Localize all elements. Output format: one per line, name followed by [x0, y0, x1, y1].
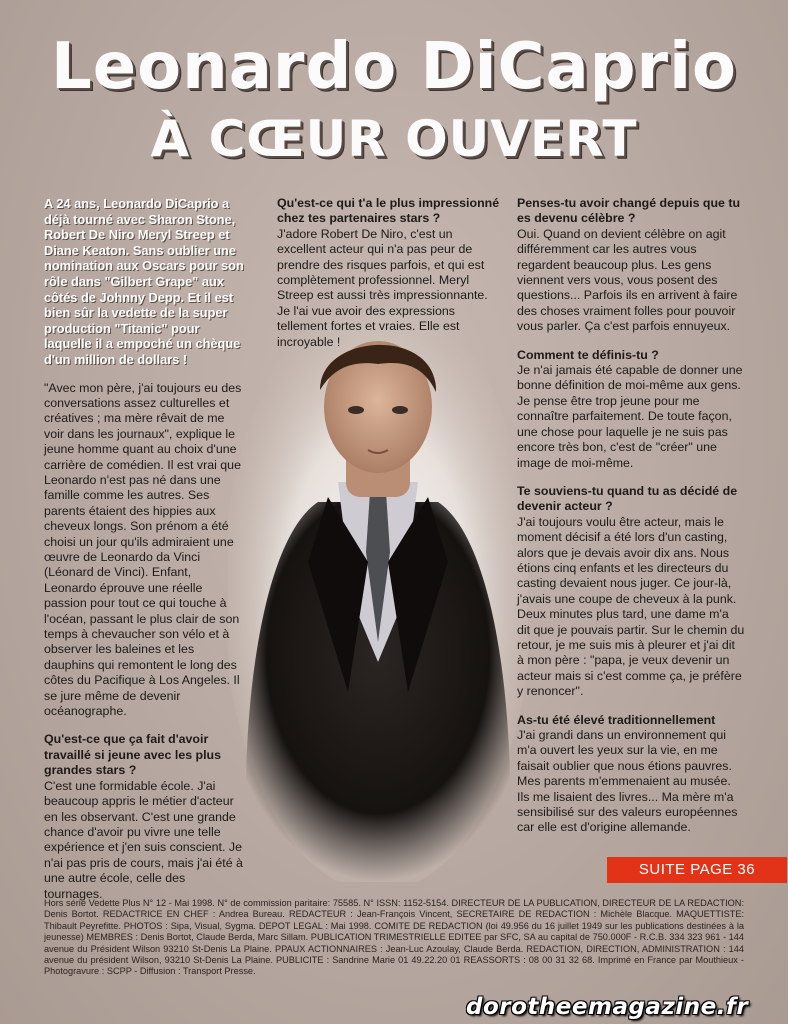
credits-text: Hors série Vedette Plus N° 12 - Mai 1998. N° de commission paritaire: 75585. N° ISSN: 1152-5154. DIRECTEUR DE LA PUBLICATION, DIRECTEUR DE LA REDACTION: Denis Bortot. REDACTRICE EN CHEF : Andrea Bureau. REDACTEUR : Jean-François Vincent, SECRETAIRE DE REDACTION : Michèle Blacque. MAQUETTISTE: Thibault Peyrefitte. PHOTOS : Sipa, Visual, Sygma. DEPOT LEGAL : Mai 1998. COMITE DE REDACTION (loi 49.956 du 16 juillet 1949 sur les publications destinées à la jeunesse) MEMBRES : Denis Bortot, Claude Berda, Marc Sillam. PUBLICATION TRIMESTRIELLE EDITEE par SFC, SA au capital de 750.000F - R.C.B. 334 323 961 - 144 avenue du Président Wilson 93210 St-Denis La Plaine. PPAUX ACTIONNAIRES : Jean-Luc Azoulay, Claude Berda. REDACTION, DIRECTION, ADMINISTRATION : 144 avenue du président Wilson, 93210 St-Denis La Plaine. PUBLICITE : Sandrine Marie 01 49.22.20 01 REASSORTS : 08 00 31 32 68. Imprimé en France par Mouthieux - Photogravure : SCPP - Diffusion : Transport Presse.	[44, 898, 744, 977]
question-heading: As-tu été élevé traditionnellement	[517, 712, 716, 727]
page-subtitle: À CŒUR OUVERT	[150, 110, 638, 168]
answer-paragraph: Oui. Quand on devient célèbre on agit différemment car les autres vous regardent beaucoup plus. Les gens viennent vers vous, vous posent des questions... Parfois ils en arrivent à faire des choses vraiment folles pour pouvoir vous parler. Ça c'est parfois ennuyeux.	[517, 226, 738, 334]
continued-banner: SUITE PAGE 36	[607, 857, 787, 883]
middle-column	[277, 196, 502, 363]
intro-text: A 24 ans, Leonardo DiCaprio a déjà tourné avec Sharon Stone, Robert De Niro Meryl Streep et Diane Keaton. Sans oublier une nomination aux Oscars pour son rôle dans "Gilbert Grape" aux côtés de Johnny Depp. Et il est bien sûr la vedette de la super production "Titanic" pour laquelle il a empoché un chèque d'un million de dollars !	[44, 196, 244, 367]
answer-paragraph: J'ai grandi dans un environnement qui m'a ouvert les yeux sur la vie, en me faisait oublier que nous étions pauvres. Mes parents m'emmenaient au musée. Ils me lisaient des livres... Ma mère m'a sensibilisé sur des valeurs européennes car elle est d'origine allemande.	[517, 728, 738, 835]
answer-paragraph: C'est une formidable école. J'ai beaucoup appris le métier d'acteur en les observant. C'est une grande chance d'avoir pu vivre une telle expérience et j'en suis conscient. Je n'ai pas pris de cours, mais j'ai été à une autre école, celle des tournages.	[44, 778, 243, 901]
left-column	[44, 196, 244, 915]
right-column	[517, 196, 745, 849]
portrait-photo	[228, 312, 528, 882]
answer-paragraph: Je n'ai jamais été capable de donner une bonne définition de moi-même aux gens. Je pense être trop jeune pour me connaître parfaitement. De toute façon, une chose pour laquelle je ne suis pas encore très bon, c'est de "créer" une image de moi-même.	[517, 363, 743, 470]
article-paragraph: "Avec mon père, j'ai toujours eu des conversations assez culturelles et créatives ; ma mère rêvait de me voir dans les journaux", explique le jeune homme quant au choix d'une carrière de comédien. Il est vrai que Leonardo n'est pas né dans une famille comme les autres. Ses parents étaient des hippies aux cheveux longs. Son prénom a été choisi un jour qu'ils admiraient une œuvre de Leonardo da Vinci (Léonard de Vinci). Enfant, Leonardo éprouve une réelle passion pour tout ce qui touche à l'océan, passant le plus clair de son temps à chevaucher son vélo et à observer les baleines et les dauphins qui remontent le long des côtes du Pacifique à Los Angeles. Il se jure même de devenir océanographe.	[44, 380, 242, 719]
question-heading: Penses-tu avoir changé depuis que tu es devenu célèbre ?	[517, 196, 741, 226]
page-title: Leonardo DiCaprio	[50, 30, 738, 104]
question-heading: Comment te définis-tu ?	[517, 347, 659, 362]
question-heading: Te souviens-tu quand tu as décidé de devenir acteur ?	[517, 483, 738, 514]
question-heading: Qu'est-ce qui t'a le plus impressionné chez tes partenaires stars ?	[277, 196, 500, 226]
answer-paragraph: J'adore Robert De Niro, c'est un excellent acteur qui n'a pas peur de prendre des risques parfois, et qui est complètement professionnel. Meryl Streep est aussi très impressionnante. Je l'ai vue avoir des expressions tellement fortes et vraies. Elle est incroyable !	[277, 226, 488, 349]
watermark: dorotheemagazine.fr	[466, 994, 749, 1020]
question-heading: Qu'est-ce que ça fait d'avoir travaillé si jeune avec les plus grandes stars ?	[44, 732, 222, 778]
publication-credits	[44, 898, 744, 978]
answer-paragraph: J'ai toujours voulu être acteur, mais le moment décisif a été lors d'un casting, alors que je devais avoir dix ans. Nous étions cinq enfants et les directeurs du casting devaient nous juger. Ce jour-là, j'avais une coupe de cheveux à la punk. Deux minutes plus tard, une dame m'a dit que je pouvais partir. Sur le chemin du retour, je me suis mis à pleurer et j'ai dit à mon père : "papa, je veux devenir un acteur mais si c'est comme ça, je préfère y renoncer".	[517, 514, 745, 699]
